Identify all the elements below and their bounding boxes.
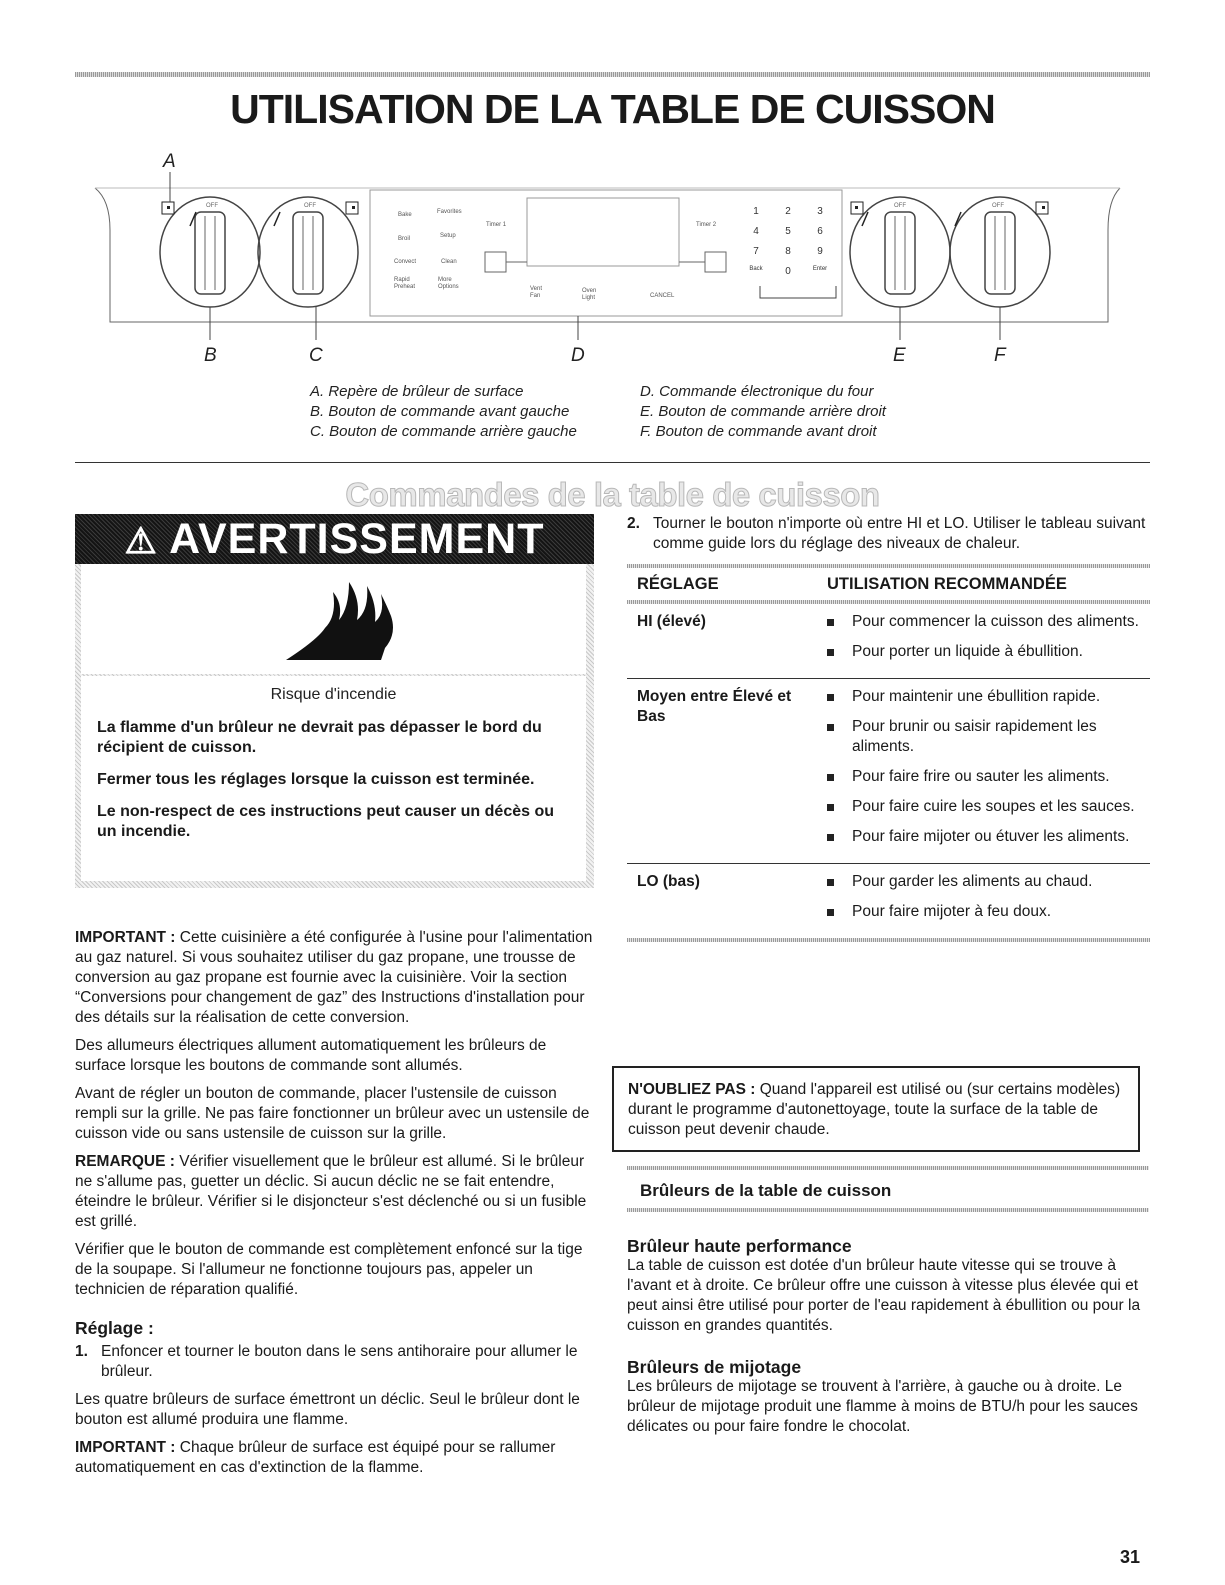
fire-icon: [81, 564, 586, 674]
usage-text: Pour porter un liquide à ébullition.: [852, 643, 1083, 660]
legend-item: B. Bouton de commande avant gauche: [310, 403, 570, 420]
warning-line: La flamme d'un brûleur ne devrait pas dépasser le bord du récipient de cuisson.: [97, 719, 542, 756]
step-1-important: [75, 1438, 593, 1478]
bullet-icon: [827, 879, 834, 886]
clean-button[interactable]: Clean: [441, 259, 457, 265]
usage-cell: [821, 687, 1150, 857]
setting-cell: HI (élevé): [637, 613, 706, 630]
paragraph: Vérifier que le bouton de commande est complètement enfoncé sur la tige de la soupape. Si l'allumeur ne fonctionne toujours pas, appeler un technicien de réparation qualifié.: [75, 1241, 583, 1298]
bullet-icon: [827, 774, 834, 781]
reglage-heading: Réglage :: [75, 1318, 154, 1338]
setting-cell: Moyen entre Élevé et Bas: [637, 688, 792, 725]
warning-line: Le non-respect de ces instructions peut causer un décès ou un incendie.: [97, 803, 555, 840]
section-divider: [75, 462, 1150, 463]
legend-item: C. Bouton de commande arrière gauche: [310, 423, 577, 440]
remarque-paragraph: [75, 1152, 593, 1232]
cancel-button[interactable]: CANCEL: [650, 293, 675, 299]
important-text: Cette cuisinière a été configurée à l'usine pour l'alimentation au gaz naturel. Si vous souhaitez utiliser du gaz propane, une trousse de conversion au gaz propane est fournie avec la cuisinière. Voir la section “Conversions pour changement de gaz” des Instructions d'installation pour des détails sur la réalisation de cette conversion.: [75, 929, 593, 1026]
knob-off-label: OFF: [894, 203, 906, 209]
usage-item: [821, 642, 1150, 662]
control-panel-diagram: [0, 140, 1225, 370]
step-text: Tourner le bouton n'importe où entre HI et LO. Utiliser le tableau suivant comme guide lors du réglage des niveaux de chaleur.: [653, 515, 1146, 552]
high-performance-heading: Brûleur haute performance: [627, 1236, 852, 1256]
bullet-icon: [827, 909, 834, 916]
simmer-section: [627, 1357, 1150, 1437]
burners-heading: Brûleurs de la table de cuisson: [640, 1181, 892, 1200]
remarque-text: Vérifier visuellement que le brûleur est allumé. Si le brûleur ne s'allume pas, guetter un déclic. Si aucun déclic ne se fait entendre, éteindre le brûleur. Vérifier si le disjoncteur s'est déclenché ou si un fusible est grillé.: [75, 1153, 587, 1230]
bullet-icon: [827, 804, 834, 811]
keypad-key-2[interactable]: 2: [785, 206, 791, 217]
warning-icon-panel: [81, 564, 586, 674]
high-performance-section: [627, 1236, 1150, 1336]
usage-text: Pour garder les aliments au chaud.: [852, 873, 1093, 890]
step-text: Enfoncer et tourner le bouton dans le sens antihoraire pour allumer le brûleur.: [101, 1343, 578, 1380]
important-label: IMPORTANT :: [75, 1439, 176, 1456]
keypad-key-4[interactable]: 4: [753, 226, 759, 237]
page-number: 31: [1120, 1547, 1141, 1567]
callout-f: F: [994, 345, 1006, 366]
convect-button[interactable]: Convect: [394, 259, 417, 265]
usage-item: [821, 717, 1150, 757]
keypad-key-7[interactable]: 7: [753, 246, 759, 257]
timer2-button[interactable]: Timer 2: [696, 222, 717, 228]
keypad-back[interactable]: Back: [749, 266, 763, 272]
usage-cell: [821, 872, 1150, 932]
top-rule: [75, 72, 1150, 77]
callout-c: C: [309, 345, 323, 366]
legend-right: [640, 382, 886, 442]
usage-item: [821, 902, 1150, 922]
usage-text: Pour faire frire ou sauter les aliments.: [852, 768, 1110, 785]
usage-text: Pour commencer la cuisson des aliments.: [852, 613, 1139, 630]
timer1-button[interactable]: Timer 1: [486, 222, 507, 228]
callout-a: A: [163, 151, 176, 172]
keypad-key-0[interactable]: 0: [785, 266, 791, 277]
remarque-label: REMARQUE :: [75, 1153, 175, 1170]
more-options-button[interactable]: More Options: [438, 277, 459, 290]
legend-item: D. Commande électronique du four: [640, 383, 874, 400]
left-column: [75, 928, 593, 1486]
warning-header-label: AVERTISSEMENT: [169, 515, 545, 563]
table-header-usage: UTILISATION RECOMMANDÉE: [827, 575, 1067, 593]
warning-box: [75, 564, 594, 888]
warning-text-panel: [81, 676, 586, 881]
broil-button[interactable]: Broil: [398, 236, 411, 242]
important-text: Chaque brûleur de surface est équipé pour se rallumer automatiquement en cas d'extinction de la flamme.: [75, 1439, 556, 1476]
section-title: Commandes de la table de cuisson: [345, 476, 880, 513]
usage-text: Pour faire cuire les soupes et les sauces.: [852, 798, 1135, 815]
keypad-key-3[interactable]: 3: [817, 206, 823, 217]
burners-bottom-rule: [627, 1208, 1149, 1212]
step-number: 2.: [627, 515, 640, 532]
setting-cell: LO (bas): [637, 873, 700, 890]
warning-line: Fermer tous les réglages lorsque la cuisson est terminée.: [97, 771, 535, 788]
knob-off-label: OFF: [206, 203, 218, 209]
reminder-text: Quand l'appareil est utilisé ou (sur certains modèles) durant le programme d'autonettoyage, toute la surface de la table de cuisson peut devenir chaude.: [628, 1081, 1121, 1138]
legend-item: F. Bouton de commande avant droit: [640, 423, 877, 440]
knob-off-label: OFF: [992, 203, 1004, 209]
callout-b: B: [204, 345, 217, 366]
step-number: 1.: [75, 1343, 88, 1360]
usage-item: [821, 612, 1150, 632]
warning-header: [75, 514, 594, 564]
keypad-enter[interactable]: Enter: [812, 266, 828, 272]
table-row: [627, 679, 1150, 864]
usage-item: [821, 767, 1150, 787]
usage-text: Pour brunir ou saisir rapidement les aliments.: [852, 718, 1097, 755]
bullet-icon: [827, 724, 834, 731]
right-column: [627, 514, 1150, 942]
callout-e: E: [893, 345, 906, 366]
page-title: UTILISATION DE LA TABLE DE CUISSON: [230, 86, 995, 132]
setup-button[interactable]: Setup: [440, 233, 456, 239]
simmer-heading: Brûleurs de mijotage: [627, 1357, 802, 1377]
table-bottom-rule: [627, 938, 1150, 942]
important-paragraph: [75, 928, 593, 1028]
table-row: [627, 864, 1150, 938]
table-header: [627, 568, 1150, 600]
important-label: IMPORTANT :: [75, 929, 176, 946]
reminder-box: [612, 1066, 1140, 1152]
bullet-icon: [827, 649, 834, 656]
paragraph: Des allumeurs électriques allument automatiquement les brûleurs de surface lorsque les boutons de commande sont allumés.: [75, 1037, 547, 1074]
legend-item: E. Bouton de commande arrière droit: [640, 403, 886, 420]
usage-item: [821, 827, 1150, 847]
legend-left: [310, 382, 577, 442]
warning-triangle-icon: ⚠: [124, 520, 158, 561]
vent-fan-button[interactable]: Vent Fan: [530, 286, 543, 299]
oven-light-button[interactable]: Oven Light: [582, 288, 597, 301]
keypad: [740, 206, 836, 277]
table-row: [627, 604, 1150, 679]
usage-item: [821, 872, 1150, 892]
keypad-key-9[interactable]: 9: [817, 246, 823, 257]
high-performance-text: La table de cuisson est dotée d'un brûleur haute vitesse qui se trouve à l'avant et à droite. Ce brûleur offre une cuisson à vitesse plus élevée qui et peut ainsi être utilisé pour porter de l'eau rapidement à ébullition ou pour la cuisson en grandes quantités.: [627, 1257, 1141, 1334]
simmer-text: Les brûleurs de mijotage se trouvent à l'arrière, à gauche ou à droite. Le brûleur de mijotage produit une flamme à moins de BTU/h pour les sauces délicates ou pour faire fondre le chocolat.: [627, 1378, 1138, 1435]
keypad-key-1[interactable]: 1: [753, 206, 759, 217]
knob-off-label: OFF: [304, 203, 316, 209]
paragraph: Avant de régler un bouton de commande, placer l'ustensile de cuisson rempli sur la grille. Ne pas faire fonctionner un brûleur avec un ustensile de cuisson vide ou sans ustensile de cuisson sur la grille.: [75, 1085, 590, 1142]
bullet-icon: [827, 694, 834, 701]
usage-text: Pour faire mijoter à feu doux.: [852, 903, 1052, 920]
bake-button[interactable]: Bake: [398, 212, 412, 218]
step-2: [627, 514, 1150, 554]
keypad-key-5[interactable]: 5: [785, 226, 791, 237]
step-1: [75, 1342, 593, 1382]
rapid-preheat-button[interactable]: Rapid Preheat: [394, 277, 416, 290]
table-header-setting: RÉGLAGE: [637, 575, 719, 593]
favorites-button[interactable]: Favorites: [437, 209, 462, 215]
warning-subtitle: Risque d'incendie: [270, 686, 397, 703]
usage-item: [821, 687, 1150, 707]
usage-text: Pour maintenir une ébullition rapide.: [852, 688, 1101, 705]
usage-cell: [821, 612, 1150, 672]
legend-item: A. Repère de brûleur de surface: [310, 383, 524, 400]
usage-text: Pour faire mijoter ou étuver les aliments.: [852, 828, 1130, 845]
callout-d: D: [571, 345, 585, 366]
keypad-key-6[interactable]: 6: [817, 226, 823, 237]
bullet-icon: [827, 619, 834, 626]
keypad-key-8[interactable]: 8: [785, 246, 791, 257]
usage-item: [821, 797, 1150, 817]
bullet-icon: [827, 834, 834, 841]
burners-top-rule: [627, 1166, 1149, 1170]
control-panel-illustration: [0, 140, 1225, 370]
step-1-detail: Les quatre brûleurs de surface émettront un déclic. Seul le brûleur dont le bouton est allumé produira une flamme.: [75, 1391, 580, 1428]
reminder-label: N'OUBLIEZ PAS :: [628, 1081, 756, 1098]
